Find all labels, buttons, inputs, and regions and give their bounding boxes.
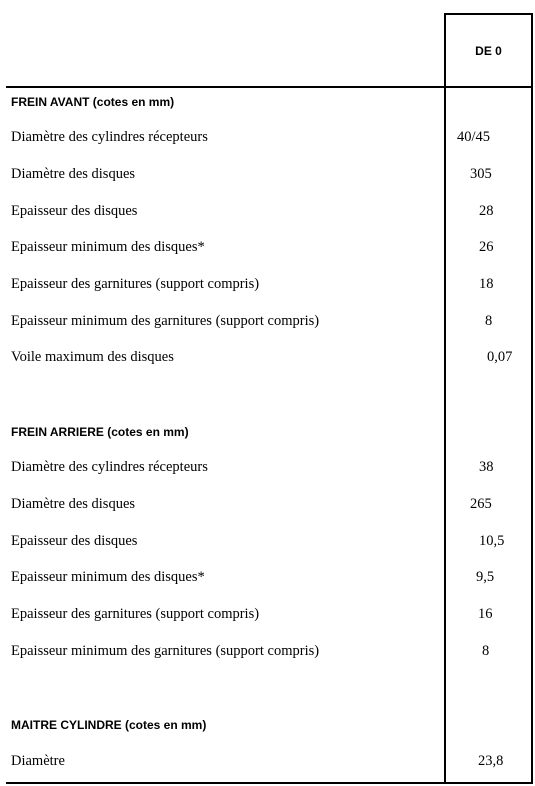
row-value: 305 <box>470 166 492 182</box>
row-value: 265 <box>470 496 492 512</box>
column-header: DE 0 <box>475 44 502 58</box>
row-value: 28 <box>479 203 494 219</box>
row-value: 18 <box>479 276 494 292</box>
row-label: Diamètre des cylindres récepteurs <box>11 459 208 475</box>
section-title-frein-avant: FREIN AVANT (cotes en mm) <box>11 95 175 109</box>
row-value: 26 <box>479 239 494 255</box>
row-value: 40/45 <box>457 129 491 145</box>
row-label: Epaisseur des disques <box>11 533 138 549</box>
row-label: Diamètre des disques <box>11 496 136 512</box>
row-label: Epaisseur minimum des garnitures (support compris) <box>11 643 320 659</box>
row-value: 16 <box>478 606 493 622</box>
row-label: Epaisseur des disques <box>11 203 138 219</box>
row-label: Epaisseur des garnitures (support compris) <box>11 276 260 292</box>
row-label: Voile maximum des disques <box>11 349 174 365</box>
row-value: 8 <box>482 643 490 659</box>
column-divider-left <box>444 13 446 784</box>
row-value: 38 <box>479 459 494 475</box>
table-bottom-rule <box>6 782 533 784</box>
row-label: Epaisseur minimum des disques* <box>11 239 205 255</box>
row-value: 8 <box>485 313 493 329</box>
row-label: Diamètre <box>11 753 65 769</box>
row-label: Diamètre des cylindres récepteurs <box>11 129 208 145</box>
section-title-maitre-cylindre: MAITRE CYLINDRE (cotes en mm) <box>11 718 207 732</box>
row-label: Epaisseur minimum des disques* <box>11 569 205 585</box>
row-label: Diamètre des disques <box>11 166 136 182</box>
row-label: Epaisseur des garnitures (support compris) <box>11 606 260 622</box>
row-value: 0,07 <box>487 349 513 365</box>
header-top-rule <box>444 13 533 15</box>
column-divider-right <box>531 13 533 784</box>
section-title-frein-arriere: FREIN ARRIERE (cotes en mm) <box>11 425 189 439</box>
row-label: Epaisseur minimum des garnitures (support compris) <box>11 313 320 329</box>
row-value: 23,8 <box>478 753 504 769</box>
row-value: 10,5 <box>479 533 505 549</box>
header-bottom-rule <box>6 86 533 88</box>
row-value: 9,5 <box>476 569 495 585</box>
